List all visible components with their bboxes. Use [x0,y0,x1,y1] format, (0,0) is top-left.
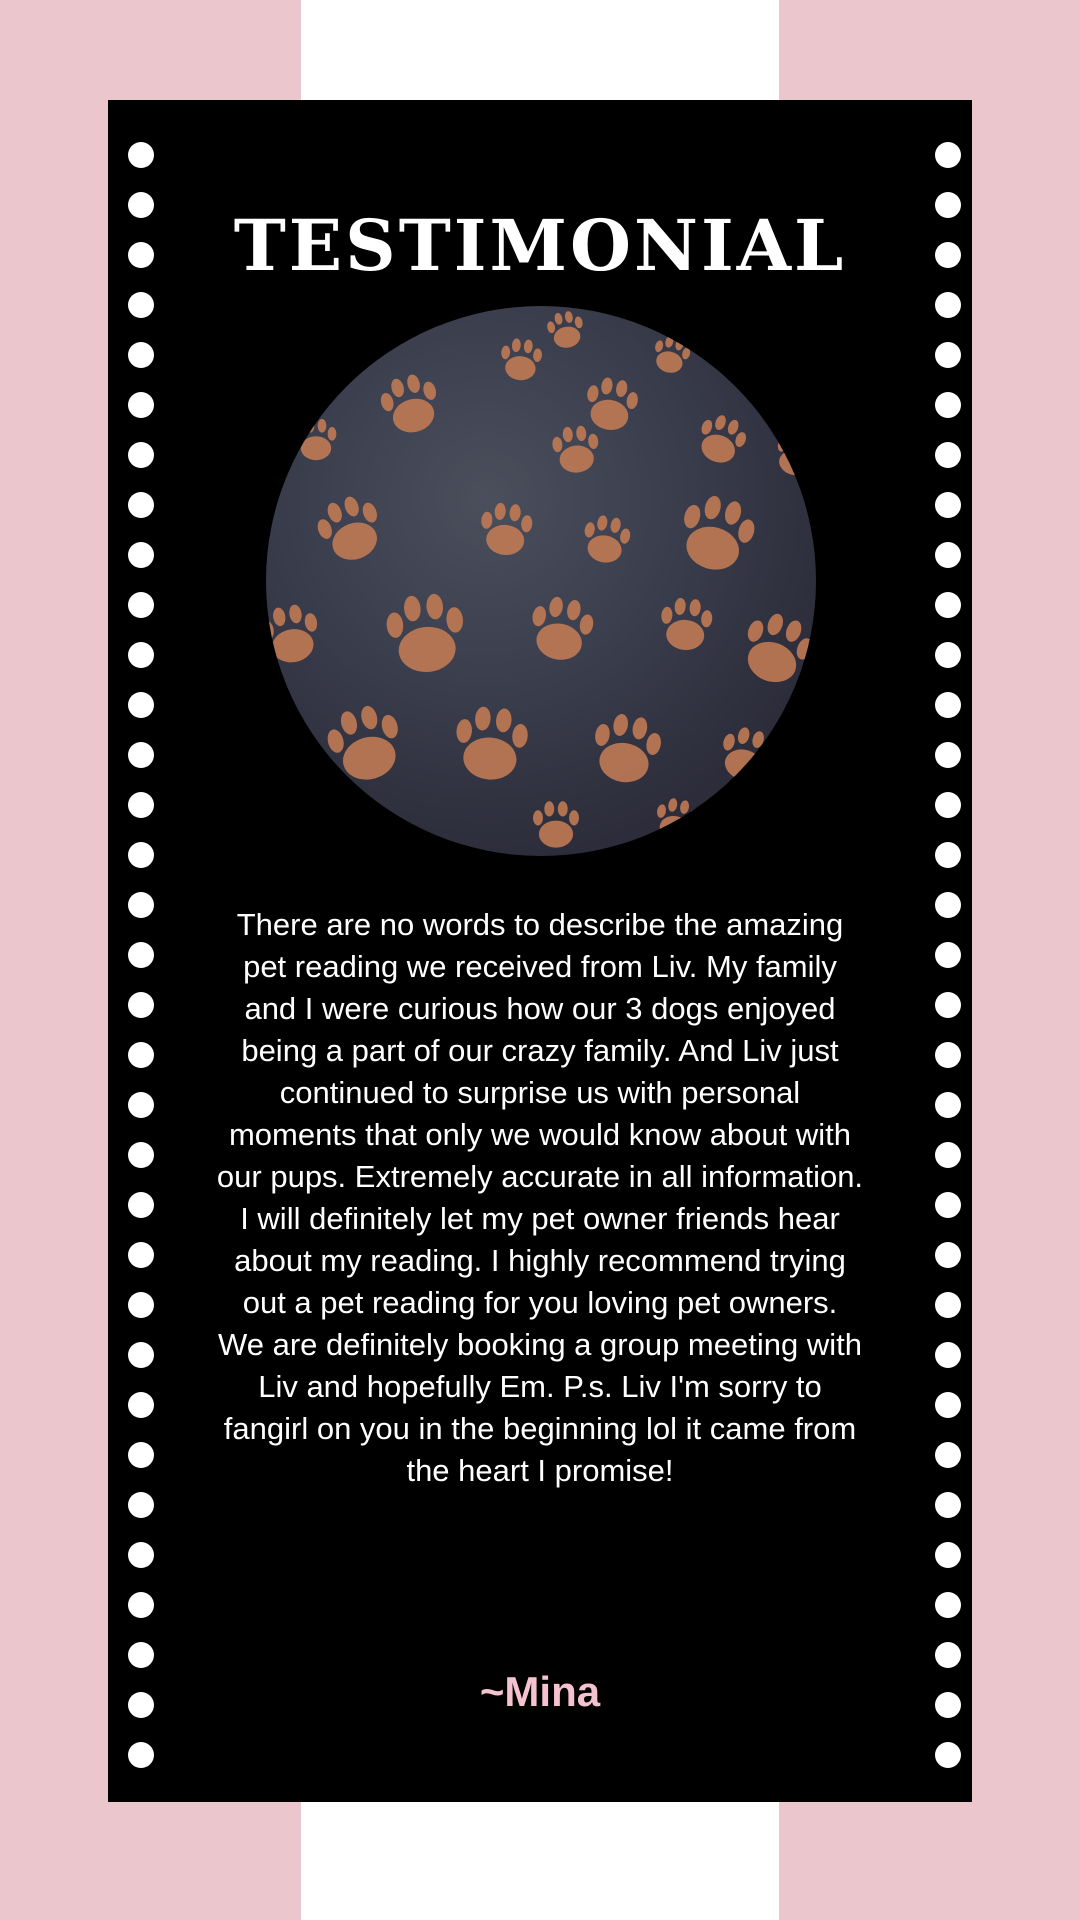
film-hole [935,1342,961,1368]
film-hole [935,1642,961,1668]
film-hole [128,692,154,718]
film-hole [935,542,961,568]
film-holes-left [128,100,154,1802]
film-hole [935,392,961,418]
film-hole [935,1542,961,1568]
film-hole [128,1292,154,1318]
testimonial-text: There are no words to describe the amazing pet reading we received from Liv. My family and I were curious how our 3 dogs enjoyed being a part of our crazy family. And Liv just continued to surprise us with personal moments that only we would know about with our pups. Extremely accurate in all information. I will definitely let my pet owner friends hear about my reading. I highly recommend trying out a pet reading for you loving pet owners. We are definitely booking a group meeting with Liv and hopefully Em. P.s. Liv I'm sorry to fangirl on you in the beginning lol it came from the heart I promise! [216,907,864,1488]
film-hole [128,892,154,918]
film-hole [128,1492,154,1518]
film-hole [128,842,154,868]
film-hole [935,1292,961,1318]
film-hole [935,1742,961,1768]
film-hole [128,792,154,818]
film-hole [128,1192,154,1218]
film-hole [935,1392,961,1418]
film-hole [128,1042,154,1068]
film-hole [128,1242,154,1268]
film-hole [128,1592,154,1618]
film-hole [128,492,154,518]
signature: ~Mina [479,1668,601,1715]
page-title: TESTIMONIAL [233,204,847,287]
film-hole [128,292,154,318]
film-hole [128,1542,154,1568]
film-hole [935,1492,961,1518]
film-hole [128,392,154,418]
film-hole [935,992,961,1018]
film-hole [935,1592,961,1618]
film-hole [935,942,961,968]
film-hole [128,1092,154,1118]
film-hole [935,1142,961,1168]
film-hole [935,1242,961,1268]
film-hole [935,1192,961,1218]
film-hole [128,142,154,168]
film-hole [935,342,961,368]
film-hole [935,1092,961,1118]
film-hole [128,992,154,1018]
film-hole [128,342,154,368]
film-hole [128,592,154,618]
film-hole [128,1392,154,1418]
film-holes-right [935,100,961,1802]
paw-prints-icon [266,306,816,856]
paw-print-image [266,306,816,856]
film-hole [128,1442,154,1468]
film-hole [935,792,961,818]
film-hole [935,442,961,468]
film-hole [935,142,961,168]
film-hole [935,892,961,918]
film-hole [935,642,961,668]
testimonial-card [108,100,972,1802]
film-hole [128,1142,154,1168]
film-hole [128,442,154,468]
film-hole [935,692,961,718]
film-hole [128,1342,154,1368]
film-hole [935,592,961,618]
film-hole [128,642,154,668]
film-hole [935,1442,961,1468]
film-hole [128,542,154,568]
film-hole [935,292,961,318]
film-hole [935,1042,961,1068]
film-hole [935,842,961,868]
film-hole [128,1642,154,1668]
film-hole [128,742,154,768]
film-hole [128,1742,154,1768]
film-hole [935,742,961,768]
film-hole [128,942,154,968]
film-hole [935,492,961,518]
